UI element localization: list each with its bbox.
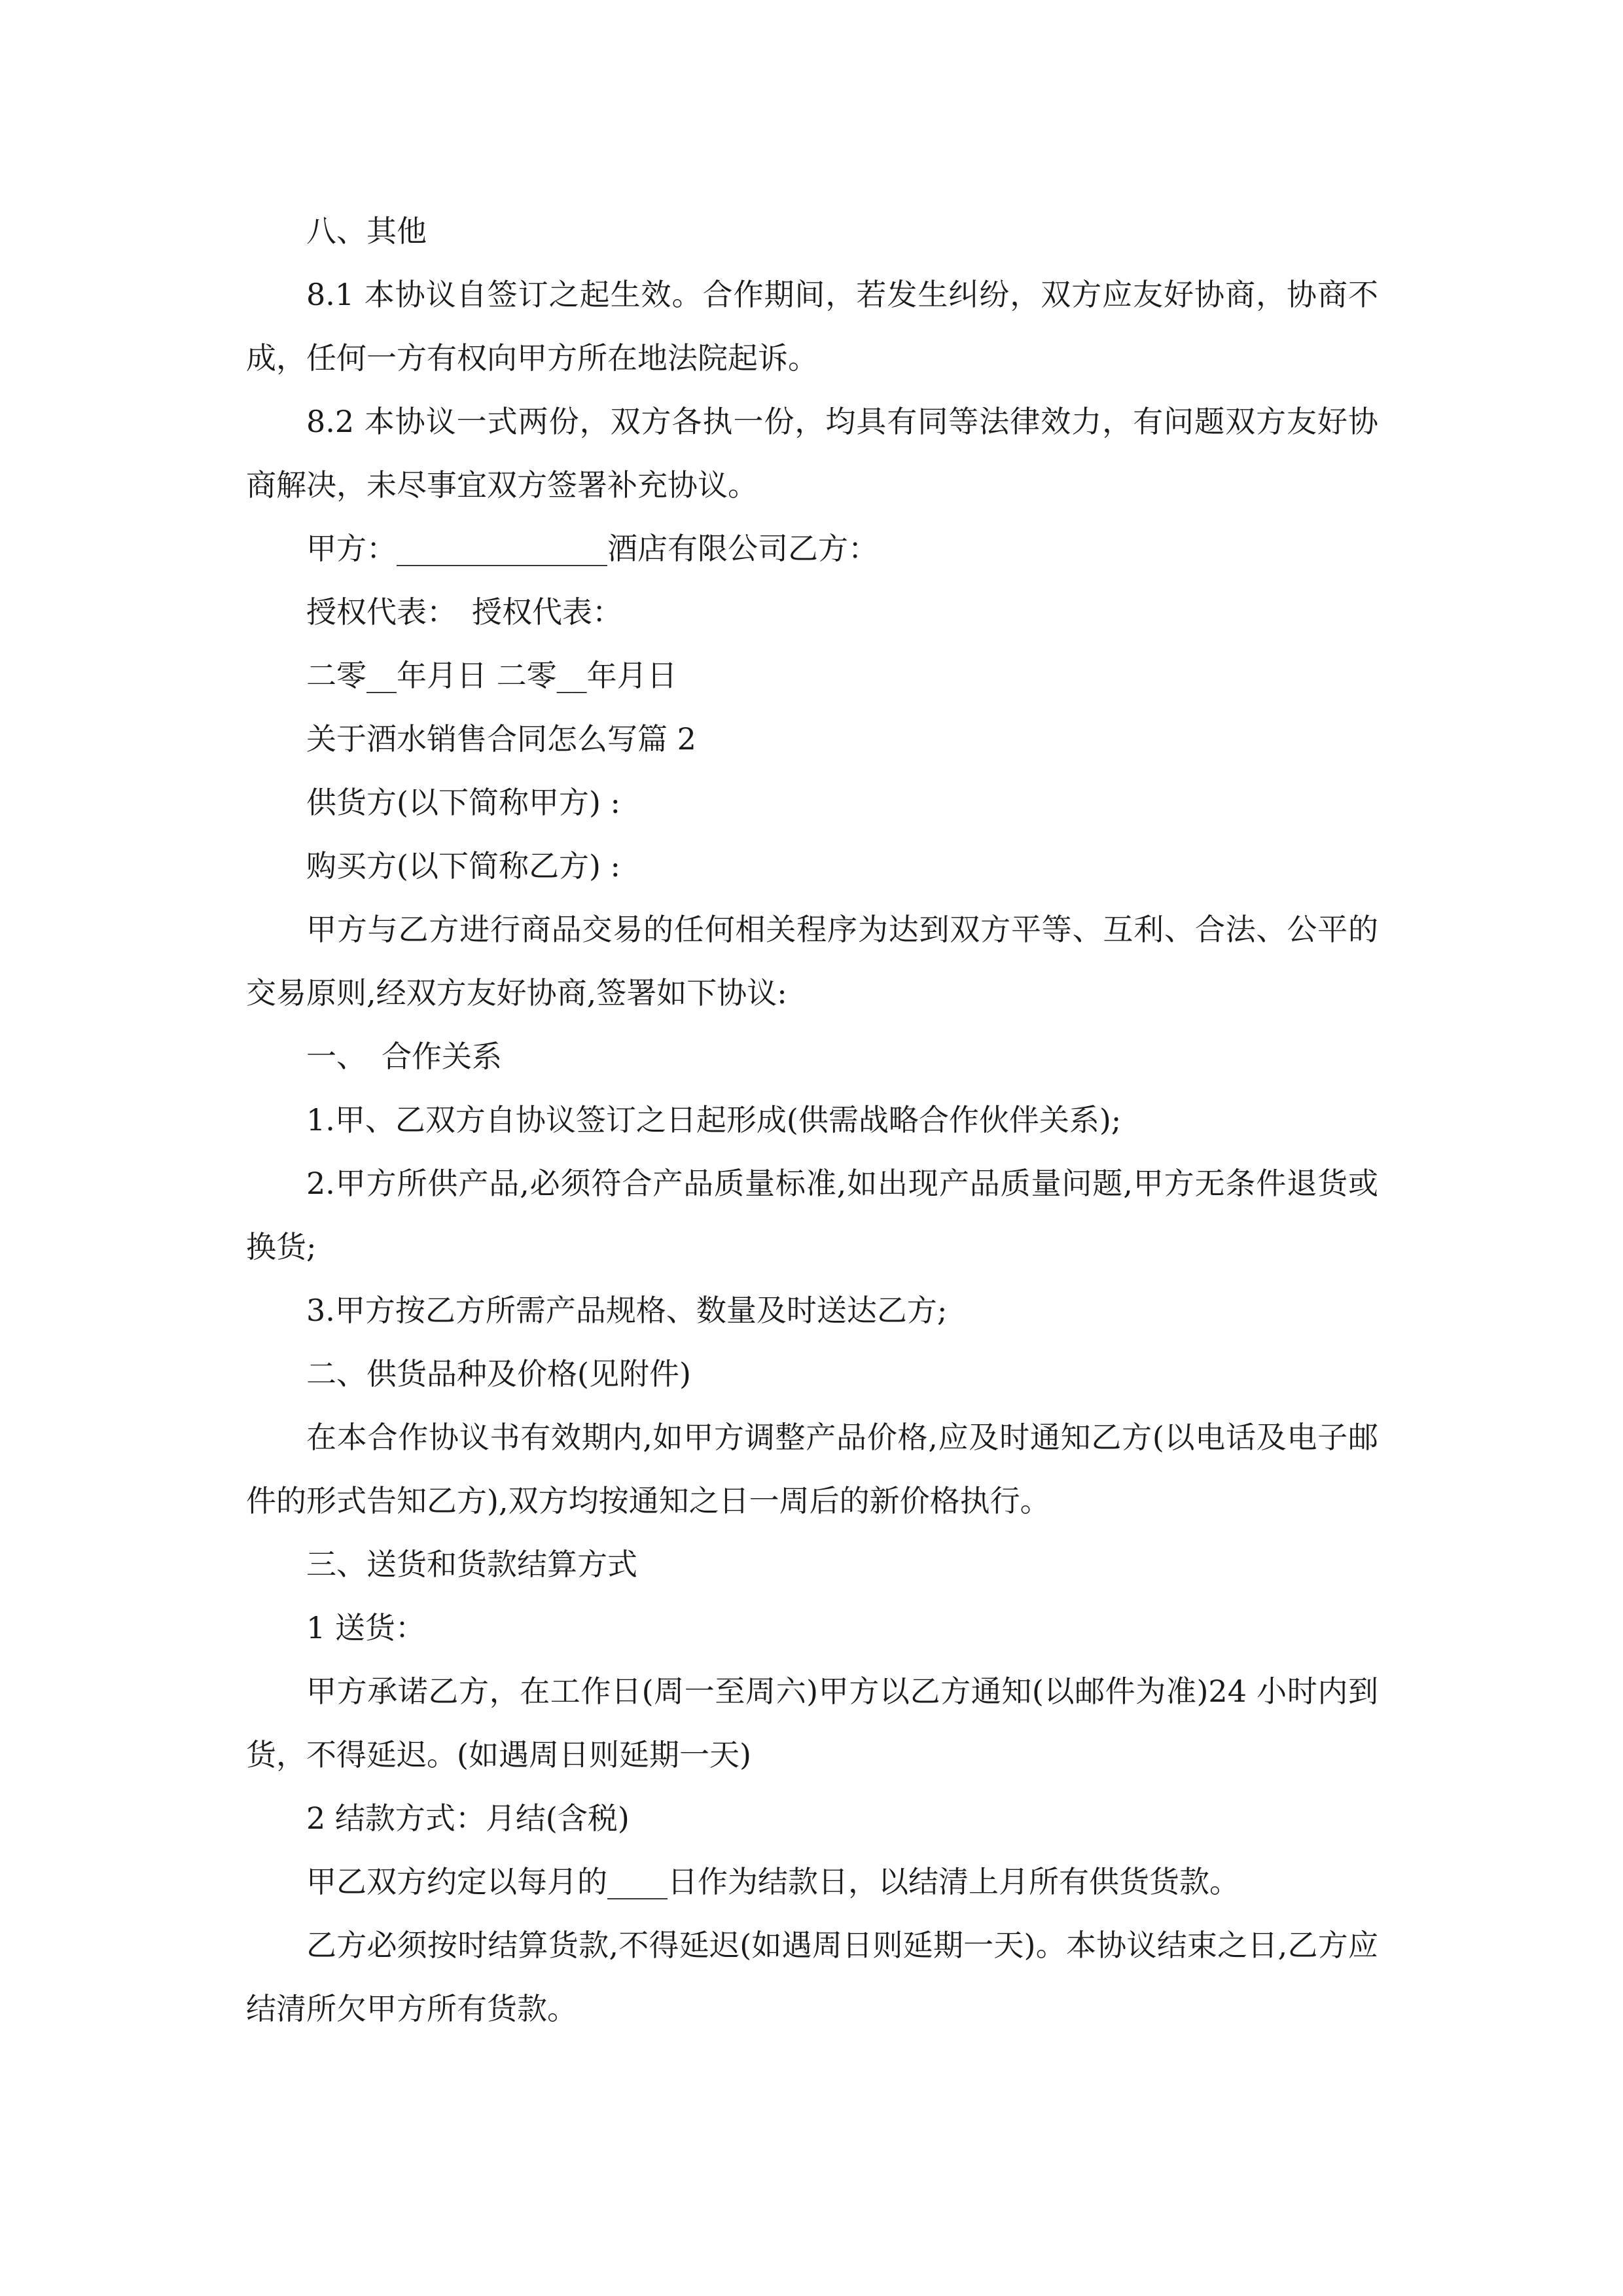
cooperation-item-3: 3.甲方按乙方所需产品规格、数量及时送达乙方; — [306, 1293, 948, 1328]
clause-8-2: 8.2 本协议一式两份，双方各执一份，均具有同等法律效力，有问题双方友好协商解决，未尽事宜双方签署补充协议。 — [246, 404, 1378, 503]
buyer-line: 购买方(以下简称乙方) : — [306, 848, 621, 884]
section-heading-cooperation: 一、 合作关系 — [306, 1039, 502, 1074]
cooperation-item-2: 2.甲方所供产品,必须符合产品质量标准,如出现产品质量问题,甲方无条件退货或换货; — [246, 1166, 1378, 1265]
settlement-day-clause: 甲乙双方约定以每月的____日作为结款日，以结清上月所有供货货款。 — [306, 1864, 1240, 1899]
signature-representative-line: 授权代表： 授权代表： — [306, 594, 622, 630]
cooperation-item-1: 1.甲、乙双方自协议签订之日起形成(供需战略合作伙伴关系); — [306, 1102, 1122, 1138]
section-heading-other: 八、其他 — [306, 213, 427, 249]
signature-party-line: 甲方：______________酒店有限公司乙方： — [306, 531, 878, 566]
delivery-subheading: 1 送货： — [306, 1610, 425, 1645]
contract-title-2: 关于酒水销售合同怎么写篇 2 — [306, 721, 696, 757]
price-adjustment-clause: 在本合作协议书有效期内,如甲方调整产品价格,应及时通知乙方(以电话及电子邮件的形式告知乙方),双方均按通知之日一周后的新价格执行。 — [246, 1420, 1378, 1518]
clause-8-1: 8.1 本协议自签订之起生效。合作期间，若发生纠纷，双方应友好协商，协商不成，任何一方有权向甲方所在地法院起诉。 — [246, 277, 1378, 376]
document-body — [246, 200, 1378, 2041]
supplier-line: 供货方(以下简称甲方) : — [306, 785, 621, 820]
section-heading-products-prices: 二、供货品种及价格(见附件) — [306, 1356, 691, 1391]
payment-method-subheading: 2 结款方式：月结(含税) — [306, 1801, 630, 1836]
delivery-clause: 甲方承诺乙方，在工作日(周一至周六)甲方以乙方通知(以邮件为准)24 小时内到货，不得延迟。(如遇周日则延期一天) — [246, 1674, 1378, 1772]
signature-date-line: 二零__年月日 二零__年月日 — [306, 658, 677, 693]
payment-deadline-clause: 乙方必须按时结算货款,不得延迟(如遇周日则延期一天)。本协议结束之日,乙方应结清所欠甲方所有货款。 — [246, 1928, 1378, 2026]
section-heading-delivery-payment: 三、送货和货款结算方式 — [306, 1547, 637, 1582]
preamble: 甲方与乙方进行商品交易的任何相关程序为达到双方平等、互利、合法、公平的交易原则,经双方友好协商,签署如下协议: — [246, 912, 1378, 1011]
